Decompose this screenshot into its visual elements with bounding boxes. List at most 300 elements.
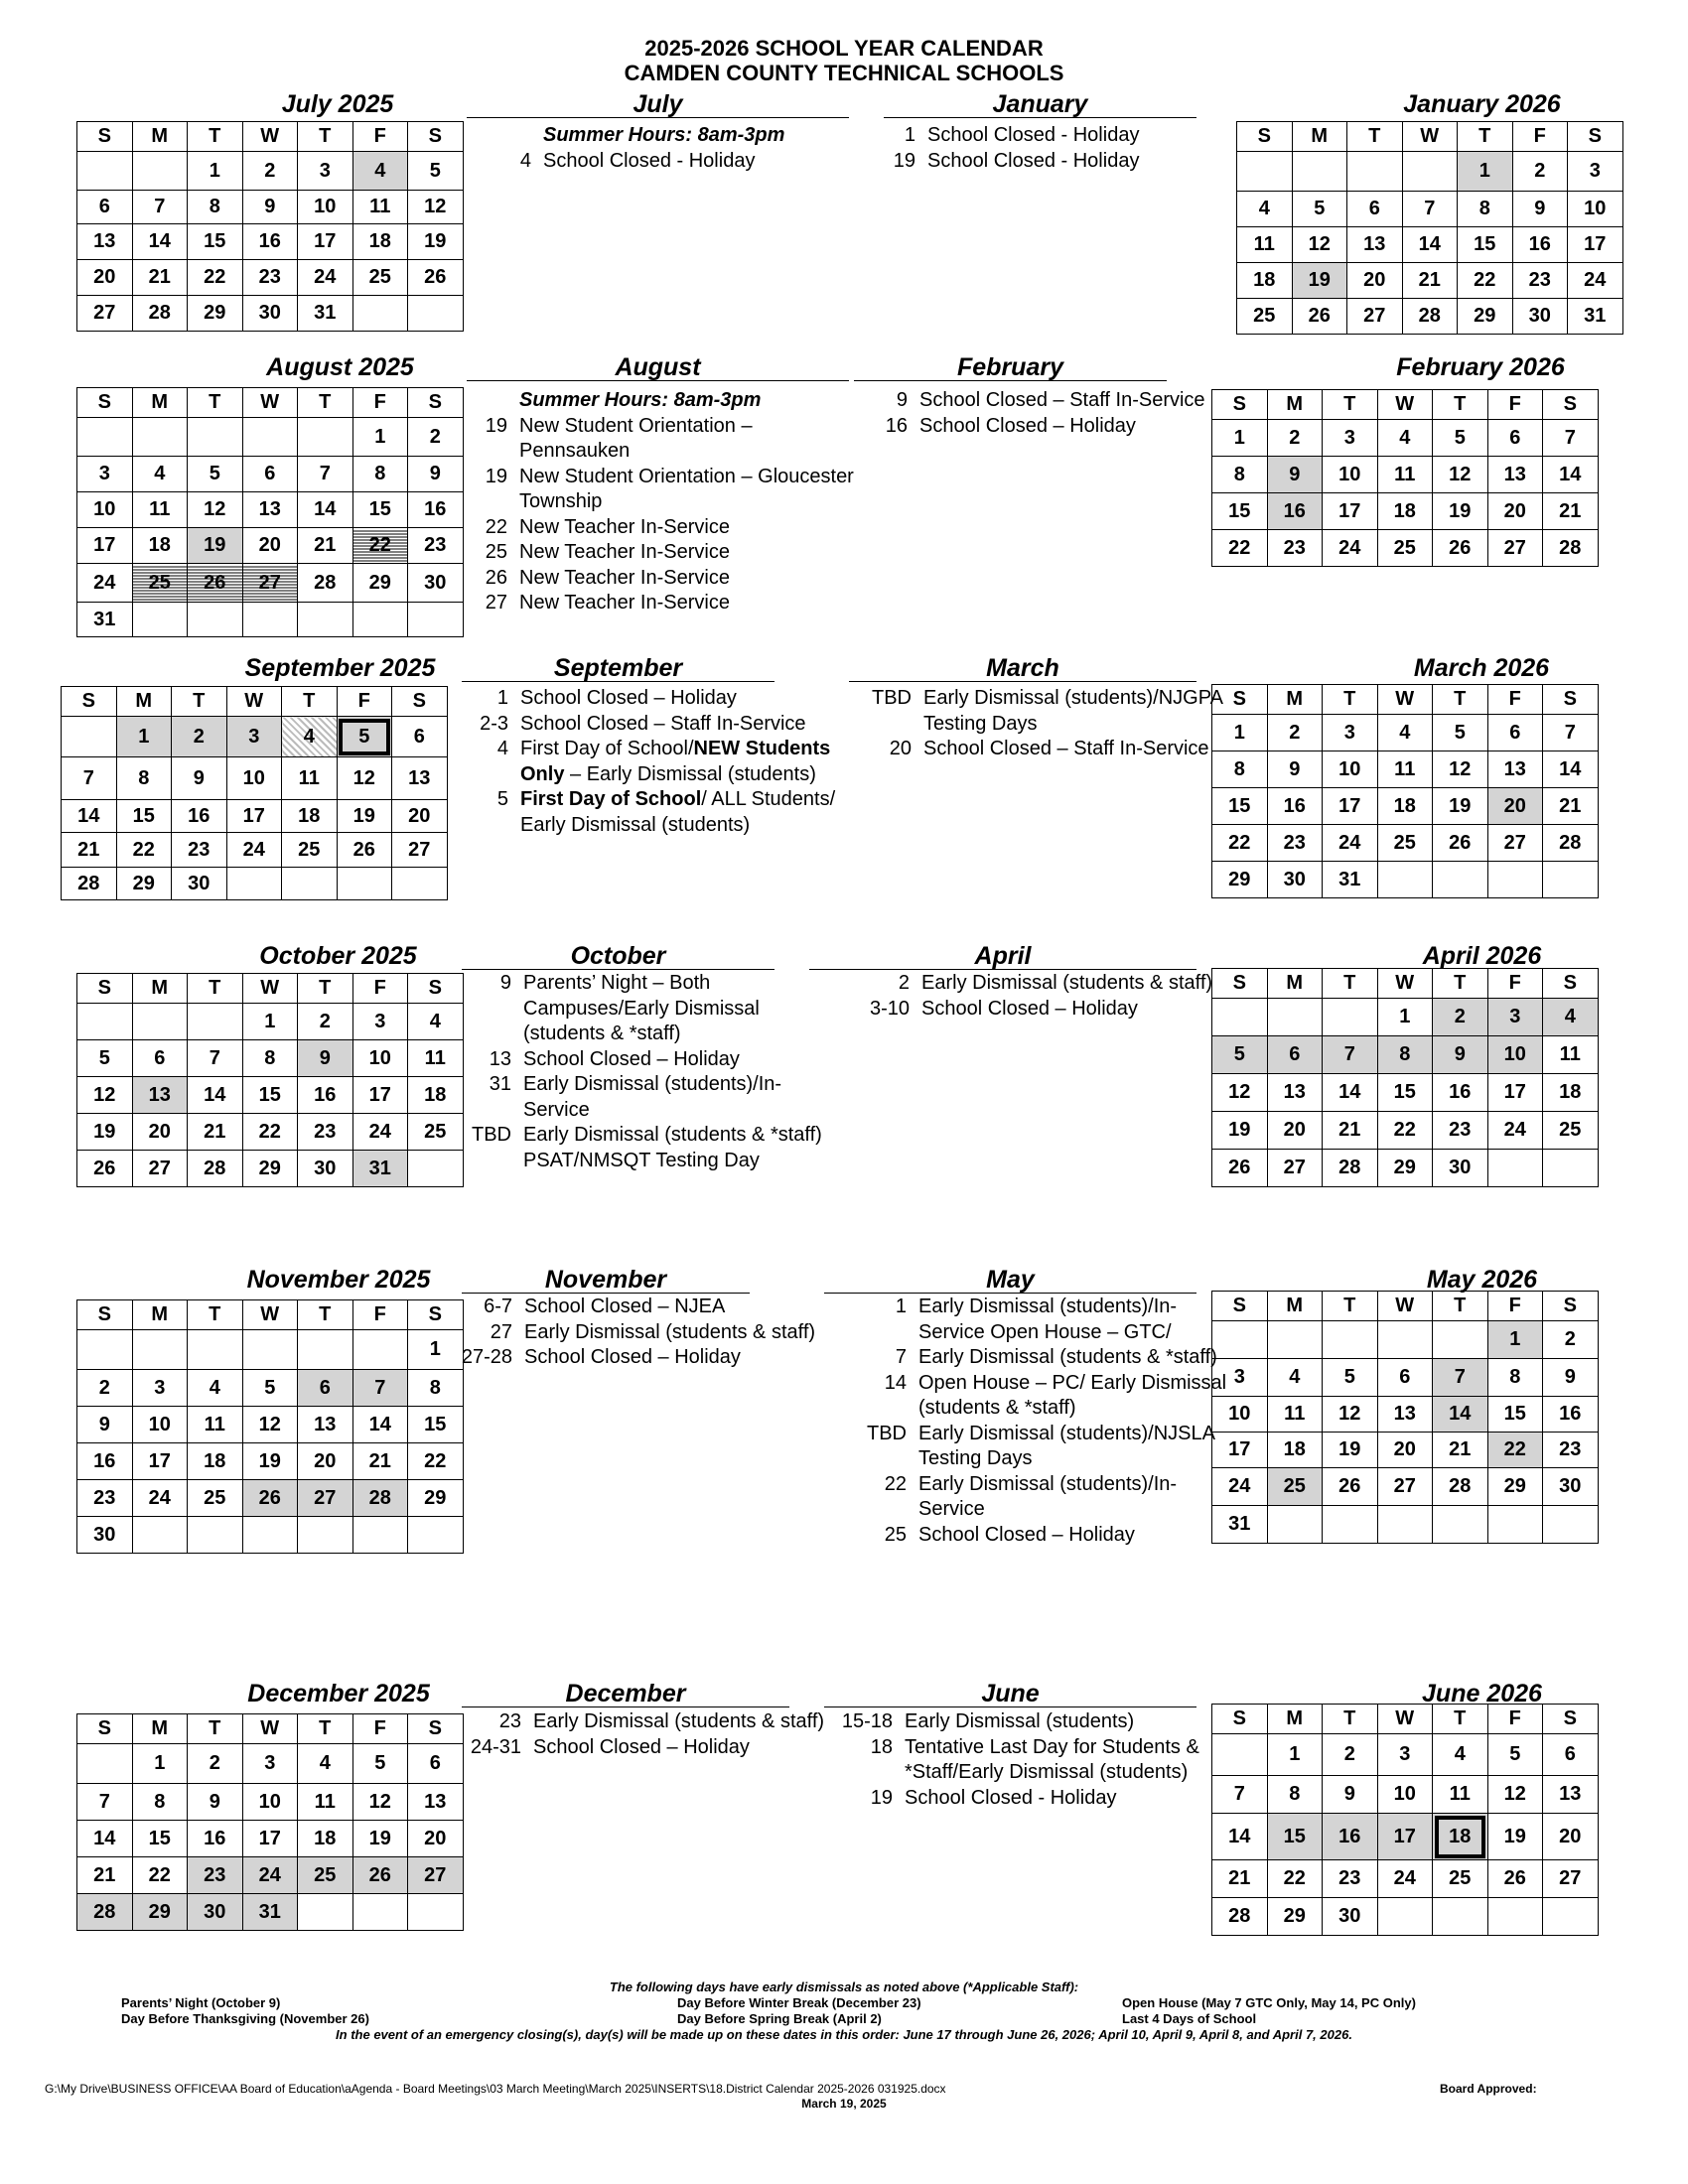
day-cell: 3 (1568, 152, 1623, 192)
week-row (1212, 1898, 1599, 1936)
day-cell (1323, 1321, 1378, 1359)
day-cell (408, 1517, 464, 1554)
week-row (1212, 1036, 1599, 1074)
event-label: Early Dismissal (students & staff) (524, 1320, 816, 1343)
day-cell (1377, 1506, 1433, 1544)
day-cell (1487, 1150, 1543, 1187)
weekday-label: S (408, 122, 464, 152)
weekday-label: S (1237, 122, 1293, 152)
event-text (508, 737, 846, 787)
event-item (457, 1320, 840, 1346)
event-item (854, 971, 1247, 997)
day-cell: 19 (1212, 1112, 1268, 1150)
day-cell: 14 (352, 1407, 408, 1443)
day-cell: 28 (132, 296, 188, 332)
calendar-title-october-2025: October 2025 (259, 942, 417, 970)
weekday-label: M (1267, 969, 1323, 999)
event-label: Early Dismissal (students & *staff) (918, 1346, 1217, 1368)
day-cell: 22 (1487, 1433, 1543, 1468)
day-cell (1543, 1150, 1599, 1187)
event-date: 4 (519, 149, 531, 172)
calendar-may-2026 (1211, 1291, 1599, 1544)
day-cell: 13 (392, 757, 448, 800)
event-date: 20 (889, 738, 912, 759)
weekday-label: F (352, 1300, 408, 1330)
day-cell (352, 1517, 408, 1554)
day-cell: 18 (1377, 493, 1433, 530)
day-cell (242, 418, 298, 457)
weekday-label: M (132, 388, 188, 418)
event-text (507, 388, 855, 414)
day-cell: 23 (188, 1857, 243, 1894)
day-cell: 16 (408, 492, 464, 528)
weekday-header (1212, 969, 1599, 999)
weekday-label: F (352, 388, 408, 418)
day-cell: 30 (1323, 1898, 1378, 1936)
event-emphasis: NEW Students Only (520, 738, 831, 785)
day-cell: 9 (408, 457, 464, 492)
calendar-title-april-2026: April 2026 (1422, 942, 1542, 970)
day-cell (1433, 1321, 1488, 1359)
weekday-header (77, 974, 464, 1004)
day-cell: 3 (1323, 420, 1378, 457)
week-row (1212, 420, 1599, 457)
day-cell: 30 (408, 564, 464, 603)
day-cell: 25 (1433, 1860, 1488, 1898)
day-cell: 29 (242, 1151, 298, 1187)
day-cell: 29 (408, 1480, 464, 1517)
day-cell: 24 (132, 1480, 188, 1517)
day-cell (298, 1330, 353, 1370)
day-cell: 11 (298, 1784, 353, 1821)
day-cell: 5 (408, 152, 464, 191)
weekday-header (1212, 1292, 1599, 1321)
day-cell: 10 (1323, 751, 1378, 788)
day-cell (1487, 1898, 1543, 1936)
day-cell (188, 1004, 243, 1040)
day-cell: 5 (352, 1744, 408, 1784)
day-cell (77, 1744, 133, 1784)
day-cell: 15 (116, 800, 172, 833)
day-cell: 20 (1377, 1433, 1433, 1468)
weekday-label: T (1323, 390, 1378, 420)
weekday-label: F (1487, 1292, 1543, 1321)
weekday-label: S (1212, 969, 1268, 999)
day-cell: 18 (1377, 788, 1433, 825)
weekday-header (1212, 390, 1599, 420)
day-cell: 6 (408, 1744, 464, 1784)
day-cell (1487, 1506, 1543, 1544)
day-cell: 25 (132, 564, 188, 603)
event-date: TBD (872, 687, 912, 709)
week-row (62, 868, 448, 900)
events-title-september: September (462, 655, 774, 682)
day-cell: 25 (1377, 825, 1433, 862)
day-cell: 22 (188, 260, 243, 296)
day-cell: 23 (242, 260, 298, 296)
day-cell: 21 (1402, 263, 1458, 299)
day-cell: 28 (1543, 530, 1599, 567)
day-cell: 28 (1212, 1898, 1268, 1936)
day-cell: 27 (1543, 1860, 1599, 1898)
week-row (77, 1407, 464, 1443)
event-text (512, 1320, 840, 1346)
day-cell: 15 (408, 1407, 464, 1443)
weekday-label: S (408, 974, 464, 1004)
week-row (1212, 1734, 1599, 1776)
footer-notes (0, 1979, 1688, 2043)
event-label: Summer Hours: 8am-3pm (519, 389, 762, 411)
day-cell (132, 418, 188, 457)
event-label: New Teacher In-Service (519, 566, 730, 589)
week-row (77, 296, 464, 332)
day-cell: 11 (1543, 1036, 1599, 1074)
day-cell: 25 (1543, 1112, 1599, 1150)
day-cell (1402, 152, 1458, 192)
day-cell: 4 (1543, 999, 1599, 1036)
event-label: Early Dismissal (students & *staff) PSAT/NMSQT Testing Day (523, 1124, 822, 1171)
week-row (1237, 227, 1623, 263)
weekday-label: M (132, 1714, 188, 1744)
event-label: Parents’ Night – Both Campuses/Early Dismissal (students & *staff) (523, 972, 760, 1044)
events-title-december: December (462, 1681, 789, 1707)
day-cell (242, 1517, 298, 1554)
day-cell: 18 (1237, 263, 1293, 299)
event-text (915, 123, 1223, 149)
day-cell: 18 (408, 1077, 464, 1114)
event-item (467, 737, 846, 787)
day-cell: 8 (1212, 751, 1268, 788)
events-title-march: March (849, 655, 1196, 682)
weekday-header (77, 1714, 464, 1744)
day-cell: 17 (77, 528, 133, 564)
event-item (472, 515, 855, 541)
day-cell: 7 (77, 1784, 133, 1821)
day-cell: 8 (1267, 1776, 1323, 1814)
event-item (472, 149, 869, 175)
day-cell: 29 (352, 564, 408, 603)
calendar-title-february-2026: February 2026 (1396, 353, 1565, 381)
day-cell: 29 (1377, 1150, 1433, 1187)
day-cell: 23 (1543, 1433, 1599, 1468)
event-item (849, 1295, 1234, 1345)
event-text (507, 540, 855, 566)
day-cell: 25 (1377, 530, 1433, 567)
event-text (531, 123, 869, 149)
day-cell: 3 (226, 717, 282, 757)
day-cell: 18 (1433, 1814, 1488, 1860)
day-cell: 14 (1543, 751, 1599, 788)
day-cell: 18 (1543, 1074, 1599, 1112)
day-cell: 24 (1377, 1860, 1433, 1898)
day-cell: 13 (1543, 1776, 1599, 1814)
early-dismissal-list: Parents’ Night (October 9) Day Before Thanksgiving (November 26) Day Before Winter Break (December 23) Day Before Spring Break (April 2) Open House (May 7 GTC Only, May 14, PC Only) Last 4 Days of School (121, 1995, 1416, 2026)
event-text (907, 1345, 1234, 1371)
day-cell: 12 (337, 757, 392, 800)
day-cell: 27 (242, 564, 298, 603)
events-list-january (874, 123, 1223, 174)
events-list-april (854, 971, 1247, 1022)
day-cell: 10 (77, 492, 133, 528)
day-cell: 24 (1568, 263, 1623, 299)
event-text (915, 149, 1223, 175)
events-list-february (874, 388, 1225, 439)
day-cell: 2 (1267, 420, 1323, 457)
day-cell: 16 (1512, 227, 1568, 263)
event-date: 16 (885, 414, 908, 437)
day-cell: 27 (1487, 825, 1543, 862)
event-date: 25 (884, 1523, 907, 1546)
day-cell: 18 (298, 1821, 353, 1857)
day-cell: 19 (242, 1443, 298, 1480)
day-cell: 18 (188, 1443, 243, 1480)
day-cell: 24 (1323, 825, 1378, 862)
week-row (1212, 1150, 1599, 1187)
day-cell: 31 (1212, 1506, 1268, 1544)
day-cell: 17 (226, 800, 282, 833)
day-cell: 24 (352, 1114, 408, 1151)
day-cell: 10 (1212, 1397, 1268, 1433)
day-cell: 18 (282, 800, 338, 833)
day-cell: 4 (352, 152, 408, 191)
day-cell: 19 (188, 528, 243, 564)
day-cell: 8 (188, 191, 243, 224)
day-cell: 26 (1433, 530, 1488, 567)
day-cell: 10 (226, 757, 282, 800)
event-item (829, 1735, 1240, 1786)
day-cell: 12 (77, 1077, 133, 1114)
day-cell: 9 (1433, 1036, 1488, 1074)
calendar-november-2025 (76, 1299, 464, 1554)
day-cell (282, 868, 338, 900)
day-cell: 3 (242, 1744, 298, 1784)
day-cell: 1 (1377, 999, 1433, 1036)
day-cell: 22 (1458, 263, 1513, 299)
day-cell: 7 (352, 1370, 408, 1407)
day-cell: 17 (1323, 493, 1378, 530)
weekday-label: T (188, 388, 243, 418)
day-cell (1487, 862, 1543, 898)
event-date: 2 (898, 972, 910, 994)
day-cell: 27 (1487, 530, 1543, 567)
weekday-label: T (1433, 1292, 1488, 1321)
day-cell: 16 (242, 224, 298, 260)
day-cell: 31 (242, 1894, 298, 1931)
event-item (462, 1072, 829, 1123)
day-cell (1543, 862, 1599, 898)
day-cell: 19 (1323, 1433, 1378, 1468)
event-text (507, 566, 855, 592)
day-cell: 21 (1212, 1860, 1268, 1898)
day-cell: 8 (1487, 1359, 1543, 1397)
event-item (462, 1709, 859, 1735)
day-cell: 13 (1347, 227, 1403, 263)
event-text (512, 1295, 840, 1320)
event-date: 7 (895, 1346, 907, 1368)
day-cell: 8 (1212, 457, 1268, 493)
day-cell (1323, 999, 1378, 1036)
weekday-label: S (62, 687, 117, 717)
event-label: Open House – PC/ Early Dismissal (students & *staff) (918, 1371, 1227, 1419)
day-cell: 29 (1487, 1468, 1543, 1506)
weekday-label: F (337, 687, 392, 717)
day-cell: 12 (188, 492, 243, 528)
day-cell: 29 (1212, 862, 1268, 898)
event-emphasis: First Day of School (520, 788, 702, 810)
weekday-label: S (77, 1714, 133, 1744)
day-cell (392, 868, 448, 900)
weekday-label: S (1568, 122, 1623, 152)
day-cell: 2 (77, 1370, 133, 1407)
event-date: 15-18 (841, 1710, 893, 1732)
day-cell (1377, 862, 1433, 898)
events-list-august (472, 388, 855, 616)
day-cell: 25 (298, 1857, 353, 1894)
day-cell: 28 (62, 868, 117, 900)
day-cell: 15 (1212, 788, 1268, 825)
day-cell: 7 (1323, 1036, 1378, 1074)
day-cell: 29 (116, 868, 172, 900)
week-row (77, 1040, 464, 1077)
day-cell (1292, 152, 1347, 192)
day-cell: 19 (408, 224, 464, 260)
day-cell: 13 (298, 1407, 353, 1443)
day-cell: 14 (1323, 1074, 1378, 1112)
day-cell: 24 (77, 564, 133, 603)
day-cell: 9 (1543, 1359, 1599, 1397)
day-cell: 20 (1543, 1814, 1599, 1860)
day-cell: 4 (1377, 420, 1433, 457)
week-row (1237, 299, 1623, 335)
day-cell: 15 (1377, 1074, 1433, 1112)
day-cell: 6 (1267, 1036, 1323, 1074)
event-text (512, 1345, 840, 1371)
event-date: 9 (499, 972, 511, 994)
day-cell: 4 (282, 717, 338, 757)
day-cell: 7 (1433, 1359, 1488, 1397)
day-cell: 9 (77, 1407, 133, 1443)
week-row (77, 457, 464, 492)
weekday-label: M (132, 1300, 188, 1330)
day-cell: 8 (116, 757, 172, 800)
day-cell: 16 (188, 1821, 243, 1857)
event-label: School Closed – Staff In-Service (919, 389, 1205, 411)
day-cell: 4 (298, 1744, 353, 1784)
day-cell: 12 (1212, 1074, 1268, 1112)
event-text (908, 414, 1225, 440)
week-row (1212, 1776, 1599, 1814)
weekday-label: S (1543, 390, 1599, 420)
day-cell: 18 (352, 224, 408, 260)
event-rest: – Early Dismissal (students) (564, 762, 816, 785)
event-text (511, 1047, 829, 1073)
event-item (467, 787, 846, 838)
weekday-label: T (1323, 685, 1378, 715)
event-item (472, 414, 855, 465)
event-date: 5 (496, 788, 508, 810)
day-cell: 28 (188, 1151, 243, 1187)
day-cell: 3 (352, 1004, 408, 1040)
event-label: School Closed - Holiday (927, 124, 1140, 146)
day-cell: 11 (188, 1407, 243, 1443)
weekday-label: M (132, 122, 188, 152)
day-cell: 24 (298, 260, 353, 296)
day-cell: 20 (298, 1443, 353, 1480)
day-cell: 26 (337, 833, 392, 868)
day-cell: 4 (1377, 715, 1433, 751)
day-cell: 20 (242, 528, 298, 564)
day-cell: 15 (1212, 493, 1268, 530)
day-cell: 1 (1487, 1321, 1543, 1359)
day-cell: 18 (132, 528, 188, 564)
day-cell (298, 603, 353, 637)
event-label: School Closed – Holiday (524, 1346, 741, 1368)
event-item (467, 712, 846, 738)
day-cell: 5 (1433, 420, 1488, 457)
weekday-label: M (1292, 122, 1347, 152)
day-cell: 15 (1267, 1814, 1323, 1860)
day-cell: 2 (1512, 152, 1568, 192)
calendar-december-2025 (76, 1713, 464, 1931)
day-cell: 7 (1543, 420, 1599, 457)
day-cell: 23 (1512, 263, 1568, 299)
day-cell: 30 (1512, 299, 1568, 335)
event-text (893, 1735, 1240, 1786)
day-cell (132, 1517, 188, 1554)
day-cell: 26 (1487, 1860, 1543, 1898)
day-cell: 1 (188, 152, 243, 191)
day-cell (132, 1330, 188, 1370)
weekday-label: S (1543, 969, 1599, 999)
day-cell: 30 (188, 1894, 243, 1931)
day-cell: 7 (1402, 192, 1458, 227)
events-list-november (457, 1295, 840, 1371)
week-row (62, 757, 448, 800)
event-date: 23 (498, 1710, 521, 1732)
week-row (77, 1330, 464, 1370)
event-label: Early Dismissal (students)/In-Service Open House – GTC/ (918, 1296, 1178, 1343)
event-item (874, 388, 1225, 414)
day-cell: 1 (1212, 420, 1268, 457)
day-cell: 14 (1543, 457, 1599, 493)
day-cell (188, 603, 243, 637)
calendar-august-2025 (76, 387, 464, 637)
weekday-label: W (242, 388, 298, 418)
day-cell: 11 (1377, 751, 1433, 788)
event-label: School Closed – Holiday (520, 687, 737, 709)
day-cell: 27 (298, 1480, 353, 1517)
day-cell: 28 (1323, 1150, 1378, 1187)
week-row (1212, 1468, 1599, 1506)
event-item (829, 1709, 1240, 1735)
day-cell: 17 (242, 1821, 298, 1857)
day-cell: 23 (1323, 1860, 1378, 1898)
day-cell: 8 (132, 1784, 188, 1821)
event-label: School Closed – Holiday (523, 1047, 740, 1070)
weekday-label: W (242, 122, 298, 152)
event-text (511, 971, 829, 1047)
day-cell (298, 418, 353, 457)
weekday-label: S (392, 687, 448, 717)
event-item (849, 1371, 1234, 1422)
day-cell: 11 (132, 492, 188, 528)
day-cell: 12 (1433, 751, 1488, 788)
week-row (77, 1894, 464, 1931)
calendar-title-december-2025: December 2025 (247, 1680, 430, 1707)
day-cell: 5 (1487, 1734, 1543, 1776)
weekday-label: T (298, 122, 353, 152)
day-cell: 17 (1377, 1814, 1433, 1860)
